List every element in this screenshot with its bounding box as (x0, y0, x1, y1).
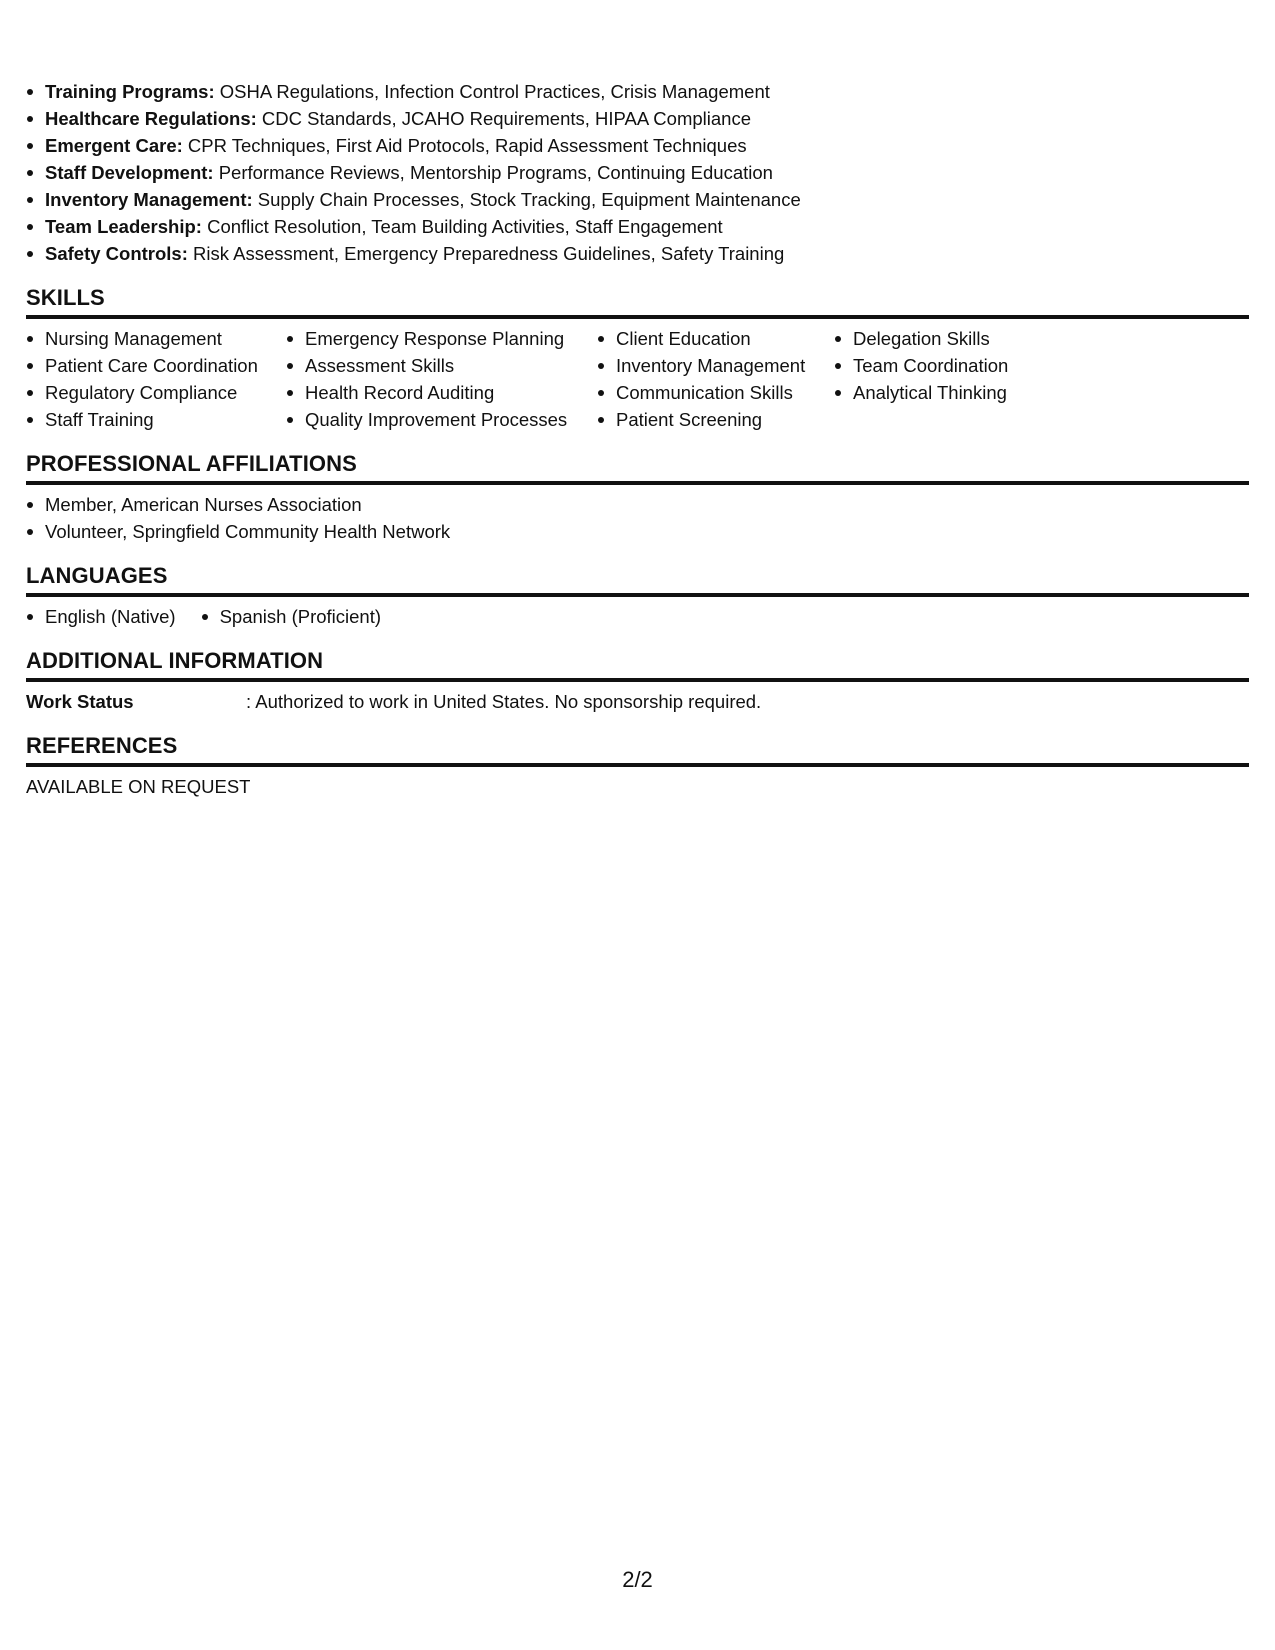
skill-item: Quality Improvement Processes (286, 406, 597, 433)
skill-item: Inventory Management (597, 352, 834, 379)
list-item: Healthcare Regulations: CDC Standards, JCAHO Requirements, HIPAA Compliance (26, 105, 1249, 132)
languages-list (26, 603, 1249, 630)
skills-column (597, 325, 834, 433)
skills-column (286, 325, 597, 433)
references-heading: REFERENCES (26, 733, 1249, 767)
skill-item: Patient Care Coordination (26, 352, 286, 379)
references-text: AVAILABLE ON REQUEST (26, 776, 251, 797)
skill-item: Delegation Skills (834, 325, 1094, 352)
skills-column (834, 325, 1094, 433)
skill-item: Analytical Thinking (834, 379, 1094, 406)
list-item: Volunteer, Springfield Community Health Network (26, 518, 1249, 545)
work-status-row (26, 688, 1249, 715)
list-item: Staff Development: Performance Reviews, Mentorship Programs, Continuing Education (26, 159, 1249, 186)
skills-column (26, 325, 286, 433)
skill-item: Client Education (597, 325, 834, 352)
skill-item: Assessment Skills (286, 352, 597, 379)
list-item: Training Programs: OSHA Regulations, Infection Control Practices, Crisis Management (26, 78, 1249, 105)
skill-item: Communication Skills (597, 379, 834, 406)
skills-heading: SKILLS (26, 285, 1249, 319)
skill-item: Team Coordination (834, 352, 1094, 379)
skill-item: Nursing Management (26, 325, 286, 352)
additional-info-heading: ADDITIONAL INFORMATION (26, 648, 1249, 682)
work-status-label: Work Status (26, 691, 134, 712)
skill-item: Patient Screening (597, 406, 834, 433)
skill-item: Health Record Auditing (286, 379, 597, 406)
page-number: 2/2 (622, 1567, 653, 1592)
list-item: Emergent Care: CPR Techniques, First Aid Protocols, Rapid Assessment Techniques (26, 132, 1249, 159)
list-item: Safety Controls: Risk Assessment, Emergency Preparedness Guidelines, Safety Training (26, 240, 1249, 267)
skill-item: Emergency Response Planning (286, 325, 597, 352)
affiliations-list (26, 491, 1249, 545)
affiliations-heading: PROFESSIONAL AFFILIATIONS (26, 451, 1249, 485)
work-status-value: : Authorized to work in United States. No sponsorship required. (246, 691, 762, 712)
language-item: Spanish (Proficient) (201, 603, 381, 630)
skill-item: Staff Training (26, 406, 286, 433)
list-item: Team Leadership: Conflict Resolution, Team Building Activities, Staff Engagement (26, 213, 1249, 240)
expertise-list (26, 78, 1249, 267)
skill-item: Regulatory Compliance (26, 379, 286, 406)
language-item: English (Native) (26, 603, 176, 630)
list-item: Member, American Nurses Association (26, 491, 1249, 518)
list-item: Inventory Management: Supply Chain Processes, Stock Tracking, Equipment Maintenance (26, 186, 1249, 213)
skills-grid (26, 325, 1249, 433)
resume-page (26, 78, 1249, 800)
languages-heading: LANGUAGES (26, 563, 1249, 597)
